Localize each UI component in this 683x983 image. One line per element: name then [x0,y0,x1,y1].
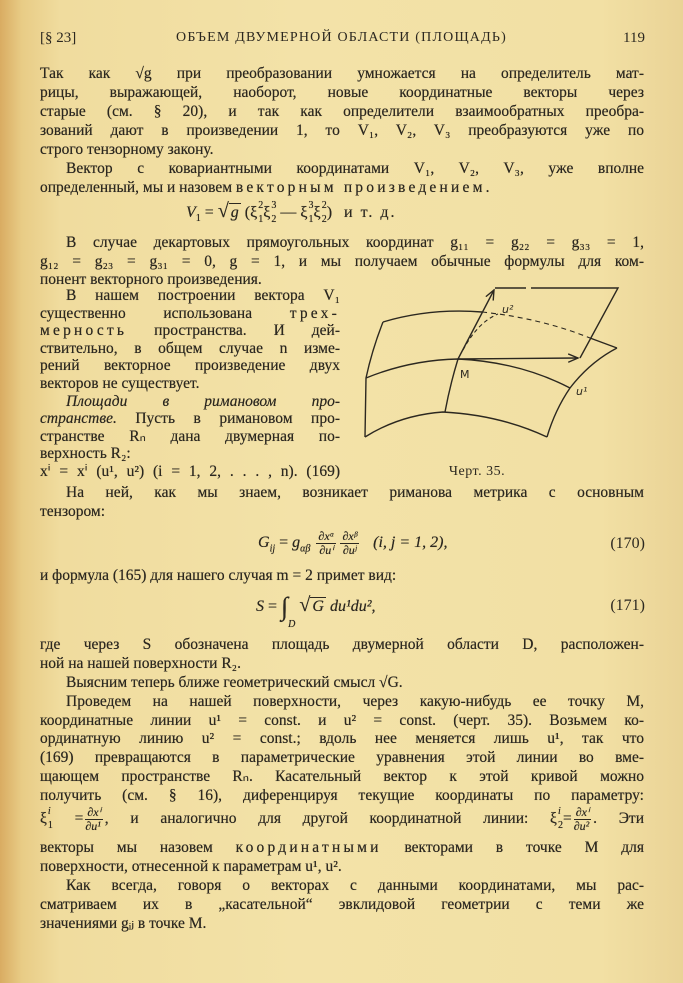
coordinate-line-u2-hidden [463,314,498,350]
text-segment: где через S обозначена площадь двумерной области D, расположен- [40,636,644,653]
text-segment: xⁱ = xⁱ (u¹, u²) (i = 1, 2, . . . , n). (169) [40,463,340,480]
text-segment: В случае декартовых прямоугольных координат g₁₁ = g₂₂ = g₃₃ = 1, [66,234,644,251]
text-segment: Выясним теперь ближе геометрический смысл √G. [66,674,403,691]
emphasized-text: координатными [235,839,382,856]
text-segment: векторов не существует. [40,375,200,392]
text-segment: старые (см. § 20), и так как определители взаимообратных преобра- [40,103,644,120]
formula-symbol: ( [244,204,251,221]
running-title: ОБЪЕМ ДВУМЕРНОЙ ОБЛАСТИ (ПЛОЩАДЬ) [176,30,507,45]
text-segment: существенно использована [40,305,290,322]
text-segment: ствительно, в общем случае n изме- [40,340,340,357]
text-segment: сматриваем их в „касательной“ эвклидовой геометрии с теми же [40,896,644,913]
text-segment: векторы мы назовем [40,839,236,856]
surface-bottom-edge [365,412,547,437]
formula-symbol: S [256,598,264,615]
formula-scripts: 2 2 [321,200,327,226]
text-segment: понент векторного произведения. [40,271,262,288]
label-M: M [460,368,470,381]
text-segment: координатные линии u¹ = const. и u² = const. (черт. 35). Возьмем ко- [40,712,644,729]
formula-symbol: G [312,598,324,615]
formula-symbol: ξ [300,204,308,221]
formula-symbol: = [268,598,278,615]
text-segment: пространства. И дей- [127,322,340,339]
text-segment: поверхности, отнесенной к параметрам u¹, u². [40,858,342,875]
coordinate-line-u2 [445,359,458,412]
surface-top-edge [383,311,482,322]
text-segment: строго тензорному закону. [40,141,214,158]
tangent-vector-u2-arrow [458,290,494,359]
equation-number-170: (170) [610,535,645,552]
radical-sign: √ [217,200,229,222]
text-segment: На ней, как мы знаем, возникает риманова метрика с основным [66,484,644,501]
text-segment: Проведем на нашей поверхности, через какую-нибудь ее точку M, [66,693,644,710]
equation-number-171: (171) [610,597,645,614]
text-segment: определенный, мы и назовем [40,179,236,196]
formula-differentials: du¹du², [329,598,376,615]
fraction: $\frac{\text{∂xᵝ}}{\text{∂uʲ}}$ [342,529,358,557]
text-segment: Вектор с ковариантными координатами V₁, V₂, V₃, уже вполне [66,160,644,177]
xi-line-tail: . Эти [593,810,644,827]
formula-symbol: ξ [263,204,271,221]
formula-condition: (i, j = 1, 2), [373,534,448,552]
text-segment: зований дают в произведении 1, то V₁, V₂, V₃ преобразуются уже по [40,122,644,139]
formula-subscript: ij [269,543,276,555]
text-segment: значениями gᵢⱼ в точке M. [40,915,207,932]
text-segment: верхность R₂: [40,445,131,462]
formula-text: и т. д. [344,204,397,221]
emphasized-text: векторным произведением [235,179,486,196]
surface-top-edge-right [590,338,617,348]
xi-1: ξ i 1 = $\frac{\text{∂xⁱ}}{\text{∂u¹}}$ [40,804,101,833]
formula-scripts: 3 1 [308,200,314,226]
formula-symbol: V [186,204,196,221]
fraction: $\frac{\text{∂xᵅ}}{\text{∂uⁱ}}$ [318,529,335,557]
integral-domain: D [288,619,296,630]
section-number: [§ 23] [40,30,77,46]
radical-sign: √ [299,594,311,616]
page-number: 119 [623,30,645,46]
xi-2: ξ i 2 = $\frac{\text{∂xⁱ}}{\text{∂u²}}$ [550,804,590,833]
emphasized-text: Площади в римановом про- [66,393,340,410]
surface-top-edge-hidden [482,312,590,338]
text-segment: щающем пространстве Rₙ. Касательный вектор к этой кривой можно [40,768,644,785]
text-segment: и формула (165) для нашего случая m = 2 примет вид: [40,567,397,584]
formula-scripts: 2 1 [258,200,264,226]
text-segment: странстве Rₙ дана двумерная по- [40,428,340,445]
text-segment: Пусть в римановом про- [116,410,340,427]
surface-left-edge [365,322,383,437]
text-segment: (169) превращаются в параметрические уравнения этой линии во вме- [40,749,644,766]
text-segment: Так как √g при преобразовании умножается на определитель мат- [40,65,644,82]
formula-subscript: αβ [300,543,311,555]
text-segment: . [485,179,490,196]
text-segment: векторами в точке M для [381,839,645,856]
text-segment: Как всегда, говоря о векторах с данными координатами, мы рас- [66,877,644,894]
formula-symbol: g [230,204,239,221]
formula-symbol: g [292,534,301,552]
emphasized-text: трех- [289,305,340,322]
text-segment: g₁₂ = g₂₃ = g₃₁ = 0, g = 1, и мы получаем обычные формулы для ком- [40,253,644,270]
text-segment: тензором: [40,503,106,520]
tangent-plane [495,288,618,358]
formula-scripts: 3 2 [271,200,277,226]
formula-symbol: ξ [250,204,258,221]
formula-symbol: = [279,534,289,552]
text-segment: рений векторное произведение двух [40,357,340,374]
formula-symbol: ) [326,204,333,221]
integral-sign: ∫ [281,592,289,621]
formula-subscript: 1 [195,213,201,225]
formula-symbol: G [258,534,270,552]
label-u2: u² [502,303,514,316]
formula-symbol: = [204,204,214,221]
tangent-vector-u1-arrow [458,358,578,359]
text-segment: ординатную линию u² = const.; вдоль нее меняется лишь u¹, так что [40,730,644,747]
formula-symbol: ξ [313,204,321,221]
figure-caption: Черт. 35. [448,464,506,479]
text-segment: рицы, выражающей, наоборот, новые координатные векторы через [40,84,644,101]
text-segment: ной на нашей поверхности R₂. [40,655,241,672]
label-u1: u¹ [576,385,588,398]
emphasized-text: мерность [40,322,128,339]
text-segment: получить (см. § 16), диференцируя текущие координаты по параметру: [40,787,644,804]
formula-symbol: — [280,204,297,221]
xi-line-text: , и аналогично для другой координатной линии: [104,810,529,827]
emphasized-text: странстве. [40,410,117,427]
text-segment: В нашем построении вектора V₁ [66,287,340,304]
